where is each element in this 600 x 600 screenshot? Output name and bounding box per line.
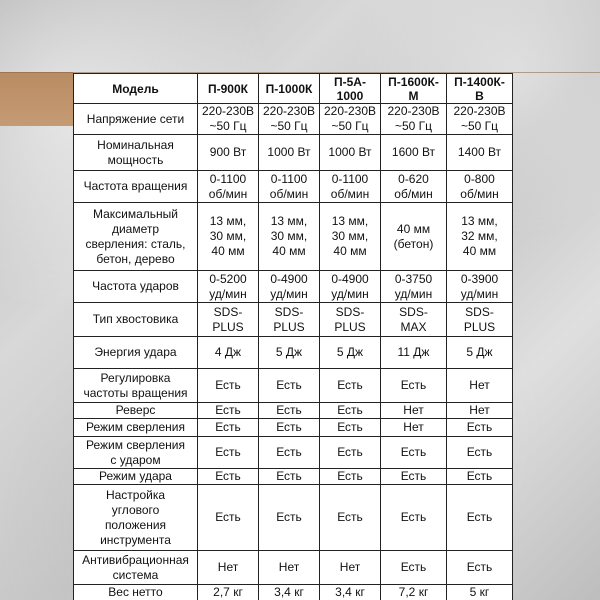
- table-cell: SDS- PLUS: [320, 303, 381, 337]
- table-cell: 220-230В ~50 Гц: [381, 104, 447, 135]
- table-cell: Нет: [259, 551, 320, 585]
- table-cell: Есть: [320, 485, 381, 551]
- table-cell: 220-230В ~50 Гц: [447, 104, 513, 135]
- table-cell: Есть: [447, 419, 513, 437]
- row-label-angle-adjustment: Настройка углового положения инструмента: [74, 485, 198, 551]
- table-row: [74, 171, 513, 203]
- table-cell: Есть: [259, 369, 320, 403]
- table-cell: Нет: [447, 369, 513, 403]
- table-row: [74, 303, 513, 337]
- row-label-impact-rate: Частота ударов: [74, 271, 198, 303]
- table-row: [74, 469, 513, 485]
- table-cell: Есть: [381, 485, 447, 551]
- table-cell: Нет: [320, 551, 381, 585]
- table-cell: Нет: [381, 403, 447, 419]
- table-cell: 11 Дж: [381, 337, 447, 369]
- table-cell: 1600 Вт: [381, 135, 447, 171]
- header-p5a1000: П-5А- 1000: [320, 74, 381, 104]
- table-cell: 220-230В ~50 Гц: [259, 104, 320, 135]
- table-body: [74, 104, 513, 600]
- header-p1600km: П-1600К- М: [381, 74, 447, 104]
- table-cell: Есть: [381, 437, 447, 469]
- table-cell: Есть: [259, 419, 320, 437]
- header-row: [74, 74, 513, 104]
- table-cell: 0-3750 уд/мин: [381, 271, 447, 303]
- table-cell: 1400 Вт: [447, 135, 513, 171]
- row-label-impact-energy: Энергия удара: [74, 337, 198, 369]
- table-cell: 1000 Вт: [320, 135, 381, 171]
- table-cell: 220-230В ~50 Гц: [320, 104, 381, 135]
- row-label-reverse: Реверс: [74, 403, 198, 419]
- row-label-max-drill-diameter: Максимальный диаметр сверления: сталь, бетон, дерево: [74, 203, 198, 271]
- table-cell: 3,4 кг: [259, 585, 320, 600]
- table-row: [74, 485, 513, 551]
- table-row: [74, 271, 513, 303]
- table-cell: 13 мм, 30 мм, 40 мм: [259, 203, 320, 271]
- table-cell: SDS- PLUS: [259, 303, 320, 337]
- specifications-table: [73, 73, 513, 600]
- row-label-net-weight: Вес нетто: [74, 585, 198, 600]
- table-cell: SDS- PLUS: [447, 303, 513, 337]
- table-cell: Есть: [381, 551, 447, 585]
- table-cell: 3,4 кг: [320, 585, 381, 600]
- table-cell: 0-5200 уд/мин: [198, 271, 259, 303]
- row-label-shank-type: Тип хвостовика: [74, 303, 198, 337]
- table-cell: Есть: [320, 369, 381, 403]
- table-row: [74, 337, 513, 369]
- table-cell: Есть: [320, 437, 381, 469]
- header-p1000k: П-1000К: [259, 74, 320, 104]
- table-row: [74, 551, 513, 585]
- table-cell: Есть: [447, 469, 513, 485]
- table-row: [74, 419, 513, 437]
- table-cell: Есть: [259, 403, 320, 419]
- row-label-power: Номинальная мощность: [74, 135, 198, 171]
- left-accent-strip: [0, 72, 73, 126]
- table-row: [74, 369, 513, 403]
- table-cell: 0-3900 уд/мин: [447, 271, 513, 303]
- table-cell: 13 мм, 32 мм, 40 мм: [447, 203, 513, 271]
- table-row: [74, 104, 513, 135]
- table-row: [74, 585, 513, 600]
- row-label-rotation-speed: Частота вращения: [74, 171, 198, 203]
- table-cell: SDS- PLUS: [198, 303, 259, 337]
- row-label-hammer-drilling-mode: Режим сверления с ударом: [74, 437, 198, 469]
- table-cell: 0-1100 об/мин: [198, 171, 259, 203]
- table-cell: SDS- MAX: [381, 303, 447, 337]
- table-cell: 5 Дж: [259, 337, 320, 369]
- table-cell: Есть: [381, 369, 447, 403]
- table-cell: 0-4900 уд/мин: [259, 271, 320, 303]
- table-cell: Есть: [320, 419, 381, 437]
- table-header: [74, 74, 513, 104]
- row-label-anti-vibration: Антивибрационная система: [74, 551, 198, 585]
- table-cell: 220-230В ~50 Гц: [198, 104, 259, 135]
- table-cell: Есть: [198, 403, 259, 419]
- table-row: [74, 437, 513, 469]
- table-row: [74, 135, 513, 171]
- table-cell: Есть: [381, 469, 447, 485]
- row-label-hammer-mode: Режим удара: [74, 469, 198, 485]
- table-cell: 13 мм, 30 мм, 40 мм: [320, 203, 381, 271]
- table-cell: 5 кг: [447, 585, 513, 600]
- header-p900k: П-900К: [198, 74, 259, 104]
- table-cell: 0-620 об/мин: [381, 171, 447, 203]
- table-cell: Есть: [259, 437, 320, 469]
- table-cell: Нет: [198, 551, 259, 585]
- table-cell: Есть: [447, 437, 513, 469]
- table-cell: 2,7 кг: [198, 585, 259, 600]
- header-model-label: Модель: [74, 74, 198, 104]
- row-label-voltage: Напряжение сети: [74, 104, 198, 135]
- table-cell: Есть: [259, 485, 320, 551]
- table-cell: 5 Дж: [447, 337, 513, 369]
- row-label-drilling-mode: Режим сверления: [74, 419, 198, 437]
- table-cell: 4 Дж: [198, 337, 259, 369]
- table-cell: Есть: [198, 369, 259, 403]
- table-cell: Есть: [447, 485, 513, 551]
- header-p1400kv: П-1400К- В: [447, 74, 513, 104]
- table-cell: 0-1100 об/мин: [259, 171, 320, 203]
- table-cell: 900 Вт: [198, 135, 259, 171]
- table-cell: Нет: [447, 403, 513, 419]
- table-cell: Есть: [320, 403, 381, 419]
- table-cell: Есть: [259, 469, 320, 485]
- table-cell: Есть: [198, 437, 259, 469]
- table-cell: Есть: [198, 419, 259, 437]
- table-cell: Есть: [198, 469, 259, 485]
- table-row: [74, 403, 513, 419]
- table-cell: 0-1100 об/мин: [320, 171, 381, 203]
- table-cell: Есть: [198, 485, 259, 551]
- table-cell: 7,2 кг: [381, 585, 447, 600]
- table-cell: Есть: [320, 469, 381, 485]
- table-cell: 13 мм, 30 мм, 40 мм: [198, 203, 259, 271]
- table-cell: Нет: [381, 419, 447, 437]
- row-label-speed-control: Регулировка частоты вращения: [74, 369, 198, 403]
- table-cell: 40 мм (бетон): [381, 203, 447, 271]
- table-cell: 5 Дж: [320, 337, 381, 369]
- table-cell: Есть: [447, 551, 513, 585]
- table-row: [74, 203, 513, 271]
- table-cell: 0-800 об/мин: [447, 171, 513, 203]
- table-cell: 0-4900 уд/мин: [320, 271, 381, 303]
- table-cell: 1000 Вт: [259, 135, 320, 171]
